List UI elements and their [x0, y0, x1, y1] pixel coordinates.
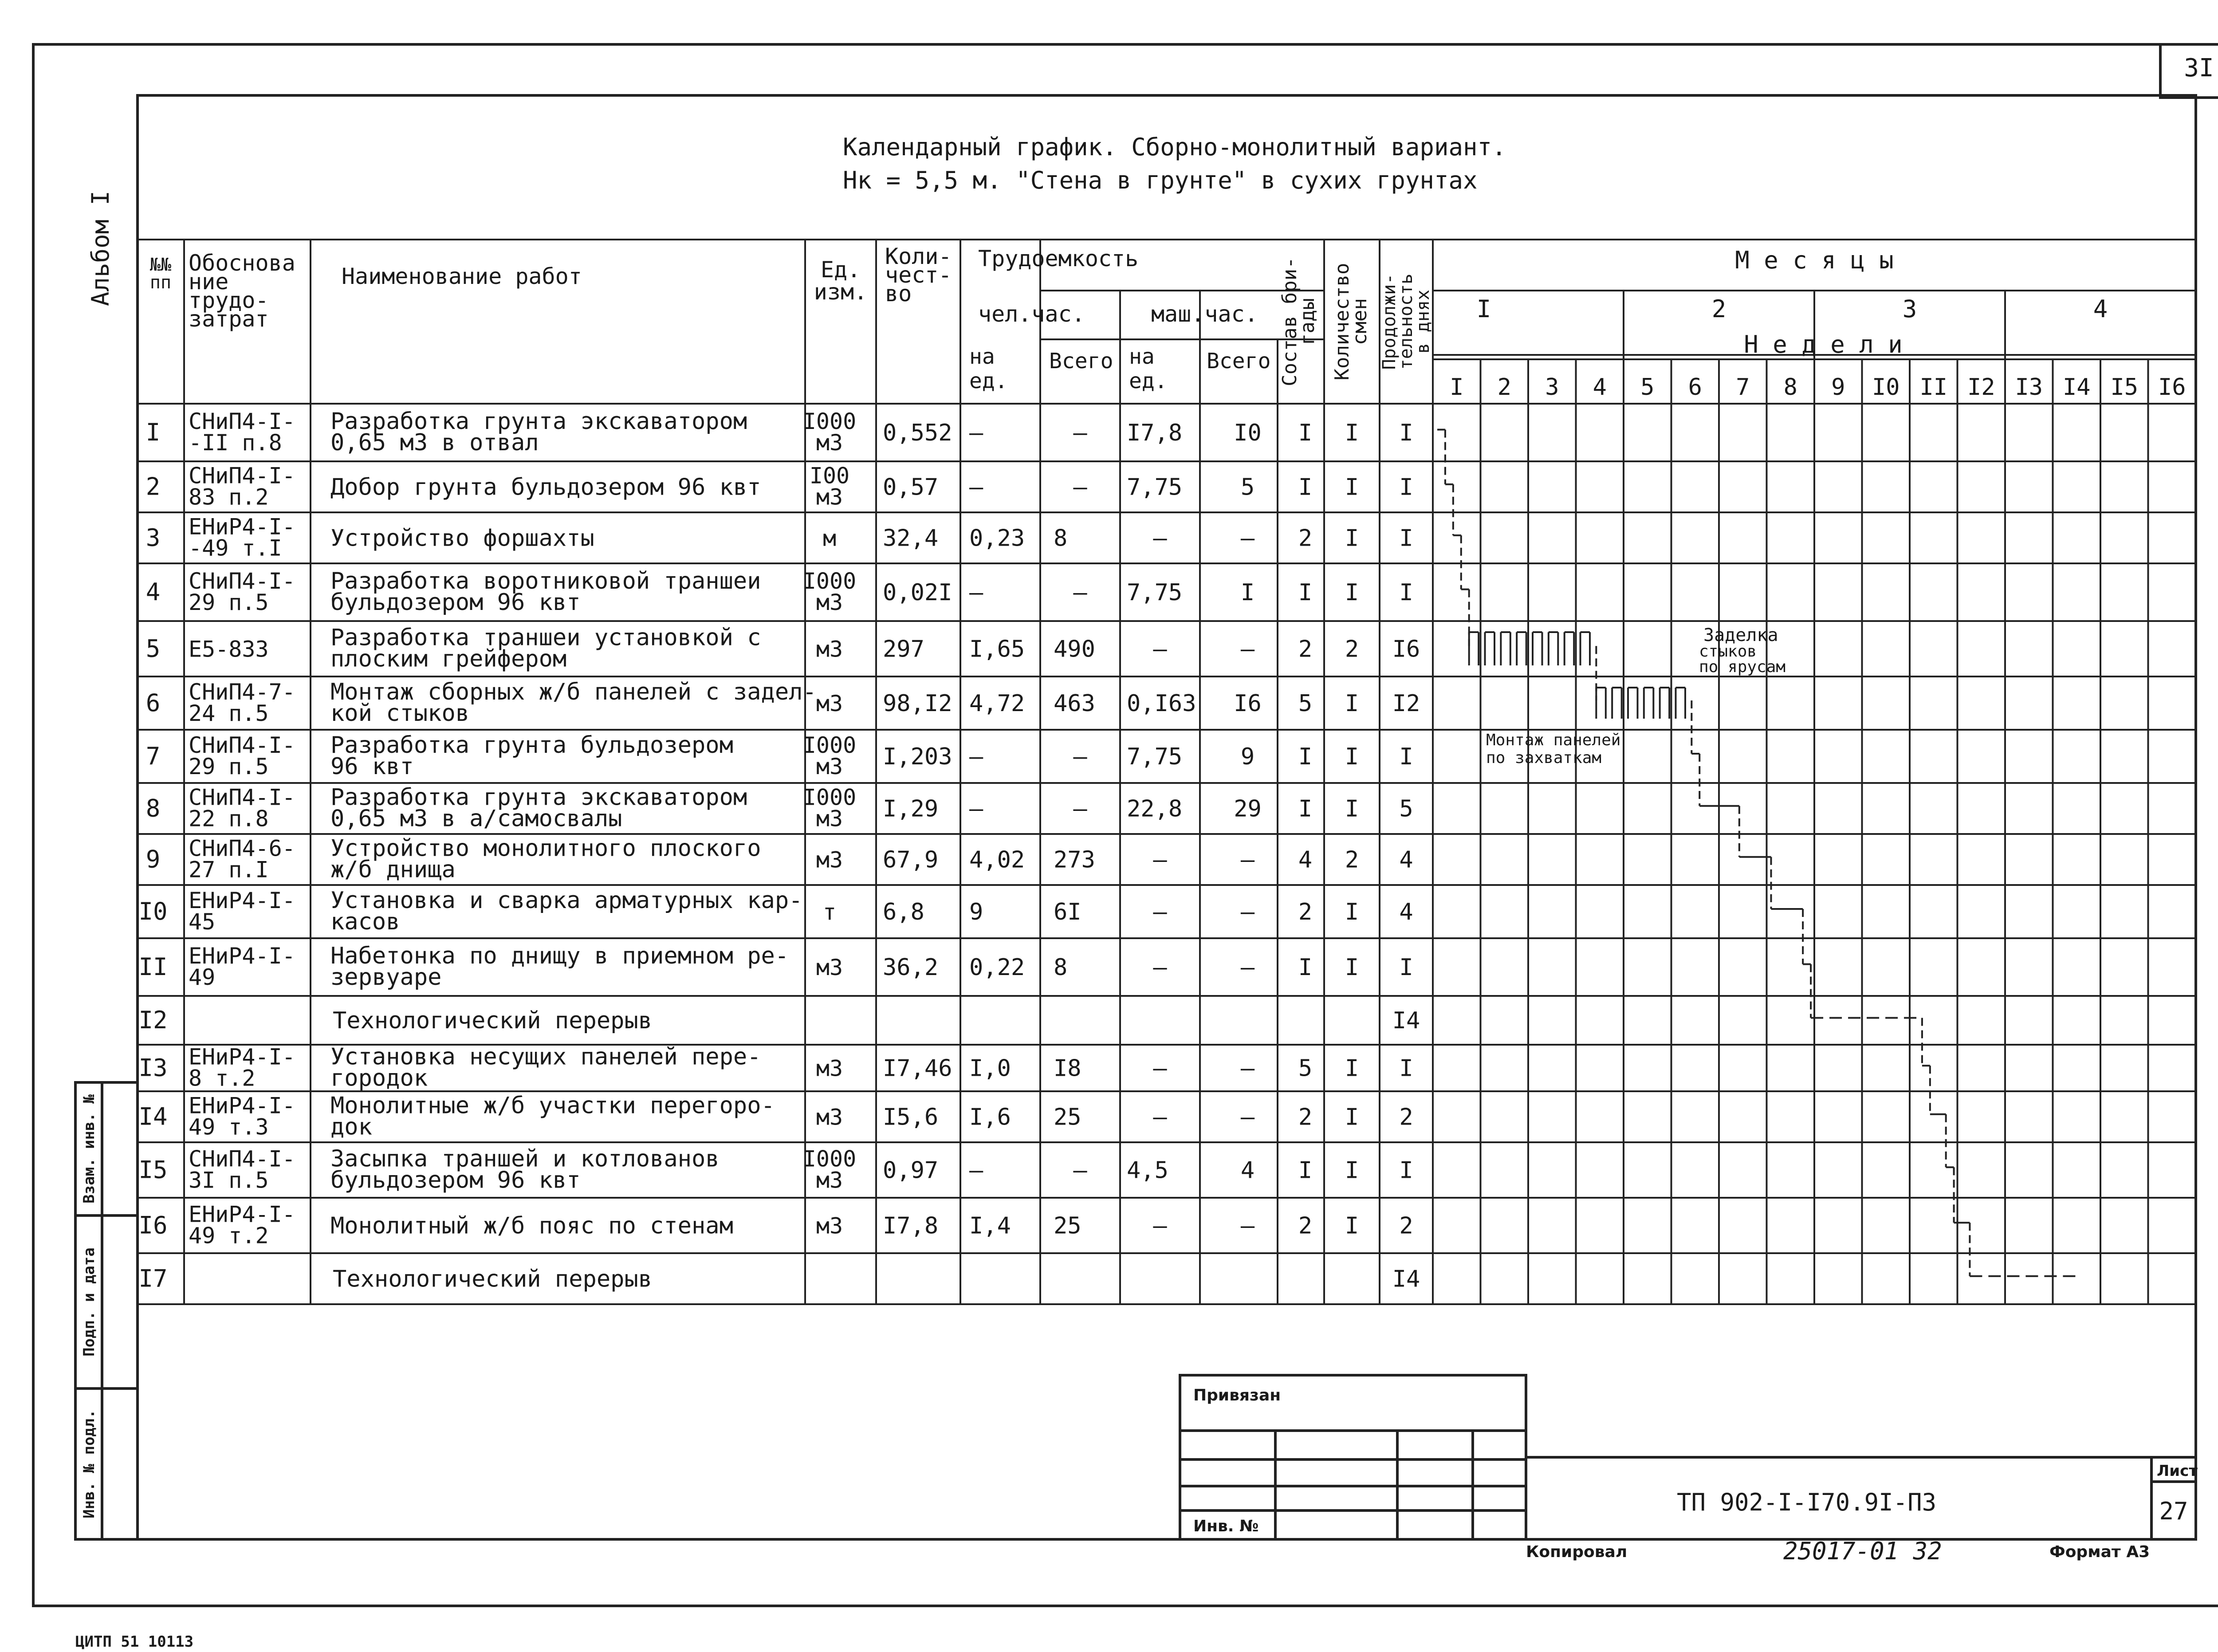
header-name: Наименование работ [342, 264, 582, 289]
row-5-qty: 297 [883, 636, 924, 663]
month-number-3: 3 [1902, 295, 1917, 323]
week-number-1: I [1450, 374, 1464, 401]
header-num-2: пп [149, 272, 172, 293]
row-11-basis-0: ЕНиР4-I- [189, 943, 295, 969]
row-15-mach-unit: 4,5 [1127, 1157, 1168, 1184]
row-15-mh-total: – [1073, 1157, 1087, 1184]
row-10-qty: 6,8 [883, 899, 924, 925]
row-6-name-0: Монтаж сборных ж/б панелей с задел- [330, 679, 817, 705]
row-3-qty: 32,4 [883, 525, 939, 552]
row-14-num: I4 [138, 1102, 168, 1131]
row-17-name-0: Технологический перерыв [333, 1266, 653, 1293]
week-number-7: 7 [1736, 374, 1750, 401]
row-14-mach-total: – [1240, 1104, 1255, 1131]
row-8-name-1: 0,65 м3 в а/самосвалы [330, 805, 622, 832]
row-2-unit-0: I00 [809, 463, 850, 489]
row-3-days: I [1399, 525, 1413, 552]
joints-label-3: по ярусам [1699, 658, 1786, 676]
row-13-num: I3 [138, 1054, 168, 1082]
row-2-name-0: Добор грунта бульдозером 96 квт [330, 474, 761, 501]
header-mach-per-unit: на [1129, 344, 1155, 369]
row-7-qty: I,203 [883, 743, 952, 770]
side-stamp-original: Инв. № подл. [80, 1409, 98, 1518]
week-number-5: 5 [1640, 374, 1655, 401]
row-15-num: I5 [138, 1156, 168, 1184]
row-2-mach-unit: 7,75 [1127, 474, 1183, 501]
row-8-unit-1: м3 [816, 806, 843, 832]
row-8-brigade: I [1298, 795, 1313, 822]
row-1-mach-total: I0 [1234, 420, 1262, 446]
header-labor: Трудоемкость [978, 246, 1139, 271]
row-11-mh-unit: 0,22 [969, 954, 1025, 981]
header-unit-2: изм. [814, 279, 868, 305]
header-duration-2: в днях [1413, 289, 1433, 354]
row-9-days: 4 [1399, 846, 1413, 873]
header-qty-1: чест- [885, 262, 952, 288]
row-3-unit-0: м [822, 525, 837, 551]
row-16-mh-unit: I,4 [969, 1212, 1011, 1239]
row-4-mach-total: I [1240, 579, 1255, 606]
row-5-basis-0: Е5-833 [189, 636, 269, 662]
row-11-mach-total: – [1240, 954, 1255, 981]
row-4-mach-unit: 7,75 [1127, 579, 1183, 606]
header-unit: Ед. [820, 257, 861, 283]
row-10-mach-unit: – [1153, 899, 1167, 925]
row-6-basis-1: 24 п.5 [189, 700, 269, 726]
row-16-days: 2 [1399, 1212, 1413, 1239]
month-number-4: 4 [2093, 295, 2108, 323]
row-8-qty: I,29 [883, 795, 939, 822]
row-14-mh-total: 25 [1054, 1104, 1081, 1131]
row-11-basis-1: 49 [189, 964, 216, 990]
row-2-basis-0: СНиП4-I- [189, 463, 295, 489]
week-number-6: 6 [1688, 374, 1702, 401]
row-15-brigade: I [1298, 1157, 1313, 1184]
row-9-mh-total: 273 [1054, 846, 1095, 873]
row-5-name-1: плоским грейфером [330, 645, 567, 673]
joints-annotation [1699, 625, 1785, 676]
row-16-name-0: Монолитный ж/б пояс по стенам [330, 1212, 733, 1239]
row-6-unit-0: м3 [816, 691, 843, 716]
row-5-mach-unit: – [1153, 636, 1167, 663]
row-9-basis-1: 27 п.I [189, 857, 269, 883]
row-15-basis-1: 3I п.5 [189, 1167, 269, 1193]
row-14-basis-0: ЕНиР4-I- [189, 1093, 295, 1119]
row-16-brigade: 2 [1298, 1212, 1313, 1239]
header-shifts-2: смен [1349, 298, 1371, 345]
row-15-mach-total: 4 [1240, 1157, 1255, 1184]
header-brigade-2: гады [1296, 298, 1319, 345]
row-6-mach-total: I6 [1234, 690, 1262, 717]
header-mach-per-unit-2: ед. [1129, 369, 1168, 393]
row-5-mh-total: 490 [1054, 636, 1095, 663]
header-qty-0: Коли- [885, 244, 952, 269]
gantt-chart [1437, 430, 2081, 1276]
row-8-basis-0: СНиП4-I- [189, 784, 295, 810]
row-1-mh-unit: – [969, 420, 983, 446]
row-1-unit-1: м3 [816, 430, 843, 456]
row-13-name-1: городок [330, 1065, 428, 1092]
bound-label: Привязан [1193, 1386, 1281, 1404]
header-basis-3: затрат [189, 306, 269, 332]
row-5-num: 5 [146, 634, 161, 663]
header-shifts: Количество [1331, 263, 1353, 381]
side-stamp-replaced: Взам. инв. № [80, 1094, 98, 1204]
row-8-mach-unit: 22,8 [1127, 795, 1183, 822]
inv-label: Инв. № [1193, 1517, 1259, 1535]
row-7-shifts: I [1345, 743, 1359, 770]
row-11-name-1: зервуаре [330, 964, 442, 991]
row-2-basis-1: 83 п.2 [189, 484, 269, 510]
row-4-shifts: I [1345, 579, 1359, 606]
row-10-mh-unit: 9 [969, 899, 983, 925]
row-14-mh-unit: I,6 [969, 1104, 1011, 1131]
row-3-basis-1: -49 т.I [189, 535, 282, 561]
row-13-shifts: I [1345, 1055, 1359, 1082]
row-9-name-0: Устройство монолитного плоского [330, 835, 761, 862]
row-2-num: 2 [146, 472, 161, 501]
week-number-10: I0 [1872, 374, 1900, 401]
row-3-mh-unit: 0,23 [969, 525, 1025, 552]
header-basis-1: ние [189, 269, 229, 295]
row-9-mach-unit: – [1153, 846, 1167, 873]
row-4-basis-1: 29 п.5 [189, 590, 269, 615]
title-line-2: Нк = 5,5 м. "Стена в грунте" в сухих грунтах [843, 166, 1478, 194]
row-13-unit-0: м3 [816, 1055, 843, 1082]
row-9-mh-unit: 4,02 [969, 846, 1025, 873]
row-10-days: 4 [1399, 899, 1413, 925]
row-16-basis-0: ЕНиР4-I- [189, 1201, 295, 1227]
week-number-9: 9 [1831, 374, 1845, 401]
row-15-shifts: I [1345, 1157, 1359, 1184]
row-10-brigade: 2 [1298, 899, 1313, 925]
header-duration-0: Продолжи- [1379, 273, 1400, 370]
row-14-brigade: 2 [1298, 1104, 1313, 1131]
row-2-mh-total: – [1073, 474, 1087, 501]
row-14-name-1: док [330, 1113, 372, 1141]
document-code: ТП 902-I-I70.9I-ПЗ [1677, 1488, 1937, 1516]
row-9-brigade: 4 [1298, 846, 1313, 873]
sheet-number: 27 [2159, 1497, 2188, 1525]
row-5-brigade: 2 [1298, 636, 1313, 663]
panels-label-2: по захваткам [1486, 749, 1602, 767]
row-11-name-0: Набетонка по днищу в приемном ре- [330, 943, 789, 969]
row-10-mach-total: – [1240, 899, 1255, 925]
row-10-shifts: I [1345, 899, 1359, 925]
header-man-hours: чел.час. [978, 301, 1085, 327]
row-8-mach-total: 29 [1234, 795, 1262, 822]
row-5-name-0: Разработка траншеи установкой с [330, 624, 761, 651]
row-13-mach-total: – [1240, 1055, 1255, 1082]
header-months: М е с я ц ы [1735, 246, 1894, 274]
row-6-mh-total: 463 [1054, 690, 1095, 717]
row-2-mach-total: 5 [1240, 474, 1255, 501]
week-number-2: 2 [1497, 374, 1511, 401]
row-8-days: 5 [1399, 795, 1413, 822]
row-3-mh-total: 8 [1054, 525, 1068, 552]
row-1-unit-0: I000 [802, 409, 857, 434]
week-number-4: 4 [1593, 374, 1607, 401]
row-1-shifts: I [1345, 420, 1359, 446]
row-7-name-0: Разработка грунта бульдозером [330, 732, 733, 759]
row-16-num: I6 [138, 1211, 168, 1239]
table-cells [138, 244, 2186, 1293]
row-14-days: 2 [1399, 1104, 1413, 1131]
row-9-shifts: 2 [1345, 846, 1359, 873]
week-number-12: I2 [1967, 374, 1995, 401]
header-mh-total: Всего [1049, 349, 1113, 374]
sheet-label: Лист [2157, 1462, 2198, 1480]
row-1-basis-0: СНиП4-I- [189, 409, 295, 434]
title-block [1180, 1375, 2198, 1561]
row-14-qty: I5,6 [883, 1104, 939, 1131]
row-3-mach-unit: – [1153, 525, 1167, 552]
row-1-qty: 0,552 [883, 420, 952, 446]
row-7-name-1: 96 квт [330, 753, 414, 780]
row-4-days: I [1399, 579, 1413, 606]
row-13-basis-1: 8 т.2 [189, 1065, 256, 1091]
row-7-brigade: I [1298, 743, 1313, 770]
row-15-mh-unit: – [969, 1157, 983, 1184]
header-weeks: Н е д е л и [1744, 330, 1903, 358]
week-number-11: II [1919, 374, 1948, 401]
row-13-brigade: 5 [1298, 1055, 1313, 1082]
week-number-3: 3 [1545, 374, 1559, 401]
row-11-shifts: I [1345, 954, 1359, 981]
row-9-num: 9 [146, 845, 161, 873]
row-16-unit-0: м3 [816, 1213, 843, 1239]
row-4-brigade: I [1298, 579, 1313, 606]
row-8-basis-1: 22 п.8 [189, 806, 269, 832]
row-6-num: 6 [146, 689, 161, 717]
row-1-brigade: I [1298, 420, 1313, 446]
row-10-name-1: касов [330, 909, 400, 935]
row-15-unit-1: м3 [816, 1167, 843, 1193]
row-9-qty: 67,9 [883, 846, 939, 873]
week-number-16: I6 [2158, 374, 2186, 401]
row-7-unit-1: м3 [816, 754, 843, 779]
row-7-days: I [1399, 743, 1413, 770]
row-8-unit-0: I000 [802, 784, 857, 810]
row-8-mh-total: – [1073, 795, 1087, 822]
row-7-mh-total: – [1073, 743, 1087, 770]
header-qty-2: во [885, 281, 912, 307]
row-2-unit-1: м3 [816, 484, 843, 510]
row-13-basis-0: ЕНиР4-I- [189, 1044, 295, 1070]
row-15-name-0: Засыпка траншей и котлованов [330, 1145, 720, 1172]
row-11-qty: 36,2 [883, 954, 939, 981]
row-7-mach-total: 9 [1240, 743, 1255, 770]
row-14-mach-unit: – [1153, 1104, 1167, 1131]
album-label: Альбом I [87, 190, 114, 307]
row-5-shifts: 2 [1345, 636, 1359, 663]
row-13-mh-unit: I,0 [969, 1055, 1011, 1082]
row-8-mh-unit: – [969, 795, 983, 822]
row-10-basis-0: ЕНиР4-I- [189, 888, 295, 913]
row-2-mh-unit: – [969, 474, 983, 501]
row-9-mach-total: – [1240, 846, 1255, 873]
header-machine-hours: маш.час. [1151, 301, 1258, 327]
row-3-basis-0: ЕНиР4-I- [189, 514, 295, 540]
title-line-1: Календарный график. Сборно-монолитный вариант. [843, 133, 1506, 161]
row-13-mh-total: I8 [1054, 1055, 1081, 1082]
row-1-mh-total: – [1073, 420, 1087, 446]
row-4-unit-1: м3 [816, 590, 843, 615]
row-6-shifts: I [1345, 690, 1359, 717]
row-4-num: 4 [146, 578, 161, 606]
row-16-mh-total: 25 [1054, 1212, 1081, 1239]
row-15-days: I [1399, 1157, 1413, 1184]
row-3-shifts: I [1345, 525, 1359, 552]
row-13-mach-unit: – [1153, 1055, 1167, 1082]
row-6-brigade: 5 [1298, 690, 1313, 717]
row-15-unit-0: I000 [802, 1146, 857, 1172]
page-number: 3I [2184, 54, 2214, 83]
row-15-qty: 0,97 [883, 1157, 939, 1184]
row-4-qty: 0,02I [883, 579, 952, 606]
joints-label-1: Заделка [1703, 625, 1778, 645]
row-6-name-1: кой стыков [330, 700, 470, 727]
row-1-mach-unit: I7,8 [1127, 420, 1183, 446]
row-4-unit-0: I000 [802, 568, 857, 594]
row-2-brigade: I [1298, 474, 1313, 501]
row-1-basis-1: -II п.8 [189, 430, 282, 456]
footer-code: ЦИТП 51 10113 [75, 1633, 194, 1650]
row-2-qty: 0,57 [883, 474, 939, 501]
row-9-name-1: ж/б днища [330, 856, 456, 883]
row-6-basis-0: СНиП4-7- [189, 679, 295, 705]
header-num: №№ [149, 255, 172, 275]
row-16-shifts: I [1345, 1212, 1359, 1239]
row-10-unit-0: т [822, 899, 837, 925]
header-mh-per-unit-2: ед. [969, 369, 1008, 393]
row-5-mach-total: – [1240, 636, 1255, 663]
row-10-mh-total: 6I [1054, 899, 1081, 925]
row-9-unit-0: м3 [816, 847, 843, 873]
row-3-mach-total: – [1240, 525, 1255, 552]
row-4-basis-0: СНиП4-I- [189, 568, 295, 594]
row-2-days: I [1399, 474, 1413, 501]
row-15-basis-0: СНиП4-I- [189, 1146, 295, 1172]
row-12-days: I4 [1392, 1007, 1420, 1034]
row-11-num: II [138, 953, 168, 981]
format-label: Формат А3 [2049, 1543, 2150, 1561]
row-14-name-0: Монолитные ж/б участки перегоро- [330, 1092, 775, 1119]
week-number-15: I5 [2110, 374, 2139, 401]
row-17-num: I7 [138, 1264, 168, 1293]
header-basis-0: Обоснова [189, 250, 295, 276]
row-17-days: I4 [1392, 1266, 1420, 1293]
row-7-basis-0: СНиП4-I- [189, 732, 295, 758]
week-number-14: I4 [2062, 374, 2091, 401]
row-9-basis-0: СНиП4-6- [189, 835, 295, 861]
row-10-name-0: Установка и сварка арматурных кар- [330, 887, 803, 914]
row-12-name-0: Технологический перерыв [333, 1007, 653, 1034]
row-7-num: 7 [146, 742, 161, 770]
header-basis-2: трудо- [189, 287, 269, 313]
header-mach-total: Всего [1207, 349, 1271, 374]
row-5-unit-0: м3 [816, 636, 843, 662]
row-7-mach-unit: 7,75 [1127, 743, 1183, 770]
row-7-basis-1: 29 п.5 [189, 754, 269, 779]
row-6-mach-unit: 0,I63 [1127, 690, 1196, 717]
row-5-days: I6 [1392, 636, 1420, 663]
row-8-num: 8 [146, 794, 161, 822]
row-14-shifts: I [1345, 1104, 1359, 1131]
panels-annotation [1486, 731, 1620, 767]
row-7-unit-0: I000 [802, 732, 857, 758]
header-mh-per-unit: на [969, 344, 995, 369]
handwritten-number: 25017-01 32 [1783, 1537, 1942, 1565]
row-11-brigade: I [1298, 954, 1313, 981]
row-5-mh-unit: I,65 [969, 636, 1025, 663]
row-1-name-1: 0,65 м3 в отвал [330, 429, 539, 456]
row-4-mh-total: – [1073, 579, 1087, 606]
copied-label: Копировал [1526, 1543, 1628, 1561]
row-4-name-1: бульдозером 96 квт [330, 589, 581, 616]
row-14-unit-0: м3 [816, 1104, 843, 1130]
row-13-qty: I7,46 [883, 1055, 952, 1082]
row-16-mach-unit: – [1153, 1212, 1167, 1239]
row-11-mach-unit: – [1153, 954, 1167, 981]
header-brigade: Состав бри- [1278, 257, 1301, 386]
header-duration-1: тельность [1396, 273, 1416, 370]
row-4-mh-unit: – [969, 579, 983, 606]
row-6-qty: 98,I2 [883, 690, 952, 717]
row-3-name-0: Устройство форшахты [330, 525, 594, 552]
row-13-name-0: Установка несущих панелей пере- [330, 1043, 761, 1070]
row-12-num: I2 [138, 1006, 168, 1034]
week-number-13: I3 [2015, 374, 2043, 401]
row-3-brigade: 2 [1298, 525, 1313, 552]
row-11-unit-0: м3 [816, 955, 843, 980]
row-10-num: I0 [138, 897, 168, 925]
row-7-mh-unit: – [969, 743, 983, 770]
row-4-name-0: Разработка воротниковой траншеи [330, 568, 761, 594]
row-6-days: I2 [1392, 690, 1420, 717]
side-stamp-signature: Подп. и дата [80, 1247, 98, 1357]
row-8-name-0: Разработка грунта экскаватором [330, 784, 747, 811]
row-16-mach-total: – [1240, 1212, 1255, 1239]
row-16-basis-1: 49 т.2 [189, 1223, 269, 1249]
row-3-num: 3 [146, 523, 161, 552]
row-6-mh-unit: 4,72 [969, 690, 1025, 717]
row-11-mh-total: 8 [1054, 954, 1068, 981]
row-1-name-0: Разработка грунта экскаватором [330, 408, 747, 435]
row-1-days: I [1399, 420, 1413, 446]
row-15-name-1: бульдозером 96 квт [330, 1167, 581, 1194]
row-11-days: I [1399, 954, 1413, 981]
panels-label-1: Монтаж панелей [1486, 731, 1621, 749]
joints-label-2: стыков [1699, 642, 1757, 661]
row-1-num: I [146, 418, 161, 446]
row-14-basis-1: 49 т.3 [189, 1114, 269, 1140]
row-16-qty: I7,8 [883, 1212, 939, 1239]
month-number-1: I [1476, 295, 1491, 323]
row-10-basis-1: 45 [189, 909, 216, 935]
row-2-shifts: I [1345, 474, 1359, 501]
row-13-days: I [1399, 1055, 1413, 1082]
week-number-8: 8 [1783, 374, 1797, 401]
row-8-shifts: I [1345, 795, 1359, 822]
month-number-2: 2 [1711, 295, 1726, 323]
